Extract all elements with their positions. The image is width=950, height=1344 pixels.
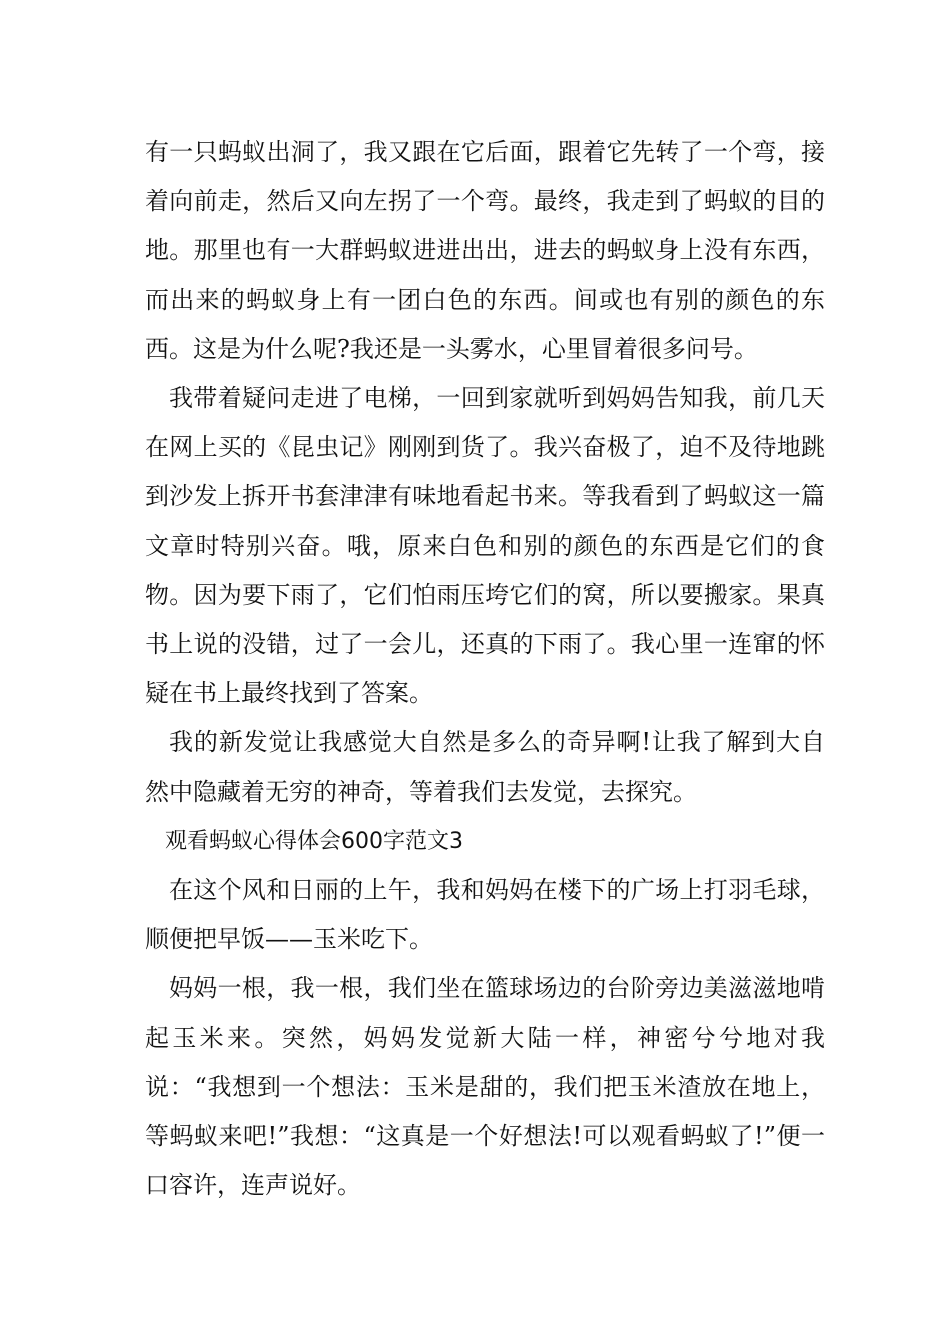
paragraph-badminton-morning: 在这个风和日丽的上午，我和妈妈在楼下的广场上打羽毛球，顺便把早饭——玉米吃下。 [145, 876, 825, 954]
document-body [145, 128, 825, 1210]
section-heading: 观看蚂蚁心得体会600字范文3 [165, 828, 463, 854]
paragraph-ant-path: 有一只蚂蚁出洞了，我又跟在它后面，跟着它先转了一个弯，接着向前走，然后又向左拐了一个弯。最终，我走到了蚂蚁的目的地。那里也有一大群蚂蚁进进出出，进去的蚂蚁身上没有东西，而出来的蚂蚁身上有一团白色的东西。间或也有别的颜色的东西。这是为什么呢?我还是一头雾水，心里冒着很多问号。 [145, 138, 825, 363]
paragraph-insect-book: 我带着疑问走进了电梯，一回到家就听到妈妈告知我，前几天在网上买的《昆虫记》刚刚到货了。我兴奋极了，迫不及待地跳到沙发上拆开书套津津有味地看起书来。等我看到了蚂蚁这一篇文章时特别兴奋。哦，原来白色和别的颜色的东西是它们的食物。因为要下雨了，它们怕雨压垮它们的窝，所以要搬家。果真书上说的没错，过了一会儿，还真的下雨了。我心里一连窜的怀疑在书上最终找到了答案。 [145, 384, 825, 708]
paragraph-corn-idea: 妈妈一根，我一根，我们坐在篮球场边的台阶旁边美滋滋地啃起玉米来。突然，妈妈发觉新大陆一样，神密兮兮地对我说：“我想到一个想法：玉米是甜的，我们把玉米渣放在地上，等蚂蚁来吧!”我想：“这真是一个好想法!可以观看蚂蚁了!”便一口容许，连声说好。 [145, 974, 825, 1200]
paragraph-nature-wonder: 我的新发觉让我感觉大自然是多么的奇异啊!让我了解到大自然中隐藏着无穷的神奇，等着我们去发觉，去探究。 [145, 728, 825, 806]
